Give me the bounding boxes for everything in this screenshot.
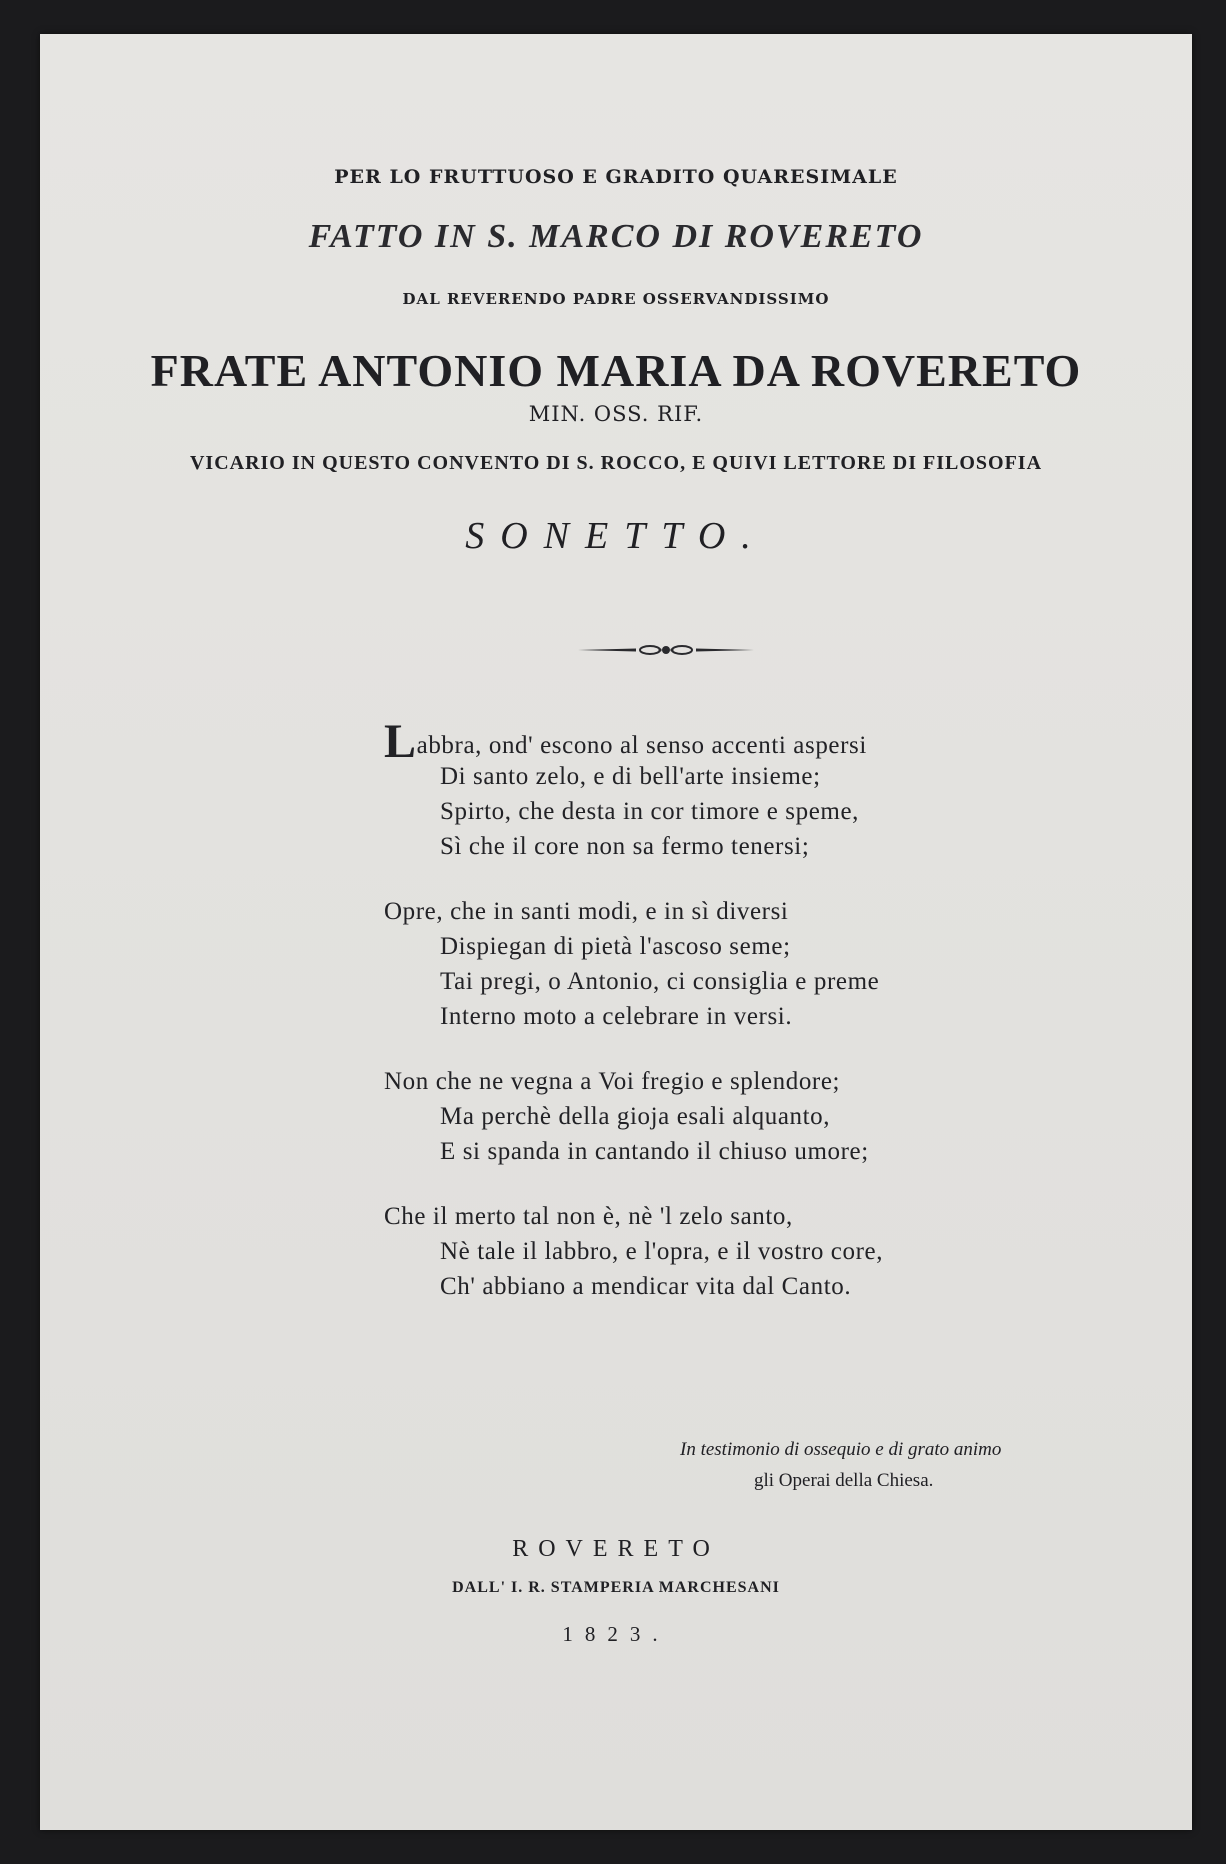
sonnet: [384, 715, 1004, 1334]
verse-line: Tai pregi, o Antonio, ci consiglia e preme: [440, 968, 880, 995]
verse-line: Non che ne vegna a Voi fregio e splendore;: [384, 1068, 841, 1095]
verse-line: Ch' abbiano a mendicar vita dal Canto.: [440, 1273, 852, 1300]
stanza-1: [384, 715, 1004, 864]
ornament-rule-icon: [576, 642, 756, 658]
verse-line: Che il merto tal non è, nè 'l zelo santo,: [384, 1203, 793, 1230]
poem-genre-title: SONETTO.: [465, 515, 767, 557]
drop-cap: L: [384, 715, 417, 768]
header-dedication-line: PER LO FRUTTUOSO E GRADITO QUARESIMALE: [334, 166, 898, 188]
verse-line: Sì che il core non sa fermo tenersi;: [440, 833, 810, 860]
verse-line: Dispiegan di pietà l'ascoso seme;: [440, 933, 791, 960]
verse-line: Ma perchè della gioja esali alquanto,: [440, 1103, 831, 1130]
broadside-sheet: [40, 34, 1192, 1830]
stanza-2: [384, 894, 1004, 1034]
header-occasion-line: FATTO IN S. MARCO DI ROVERETO: [308, 218, 924, 255]
preacher-name: FRATE ANTONIO MARIA DA ROVERETO: [150, 345, 1082, 396]
imprint-printer: DALL' I. R. STAMPERIA MARCHESANI: [452, 1579, 780, 1596]
verse-line: Interno moto a celebrare in versi.: [440, 1003, 793, 1030]
verse-line: Opre, che in santi modi, e in sì diversi: [384, 898, 789, 925]
verse-line: Labbra, ond' escono al senso accenti aspersi: [384, 715, 867, 768]
verse-line: Di santo zelo, e di bell'arte insieme;: [440, 763, 821, 790]
dedication-line-1: In testimonio di ossequio e di grato animo: [680, 1439, 1002, 1460]
preacher-office: VICARIO IN QUESTO CONVENTO DI S. ROCCO, E QUIVI LETTORE DI FILOSOFIA: [189, 452, 1043, 474]
dedication-line-2: gli Operai della Chiesa.: [754, 1470, 934, 1491]
imprint-year: 1823.: [562, 1622, 670, 1646]
religious-order: MIN. OSS. RIF.: [528, 402, 704, 426]
verse-line: Spirto, che desta in cor timore e speme,: [440, 798, 860, 825]
verse-line: E si spanda in cantando il chiuso umore;: [440, 1138, 869, 1165]
stanza-4: [384, 1199, 1004, 1304]
verse-line: Nè tale il labbro, e l'opra, e il vostro core,: [440, 1238, 884, 1265]
header-reverend-line: DAL REVERENDO PADRE OSSERVANDISSIMO: [402, 290, 830, 308]
imprint-city: ROVERETO: [512, 1536, 720, 1562]
stanza-3: [384, 1064, 1004, 1169]
